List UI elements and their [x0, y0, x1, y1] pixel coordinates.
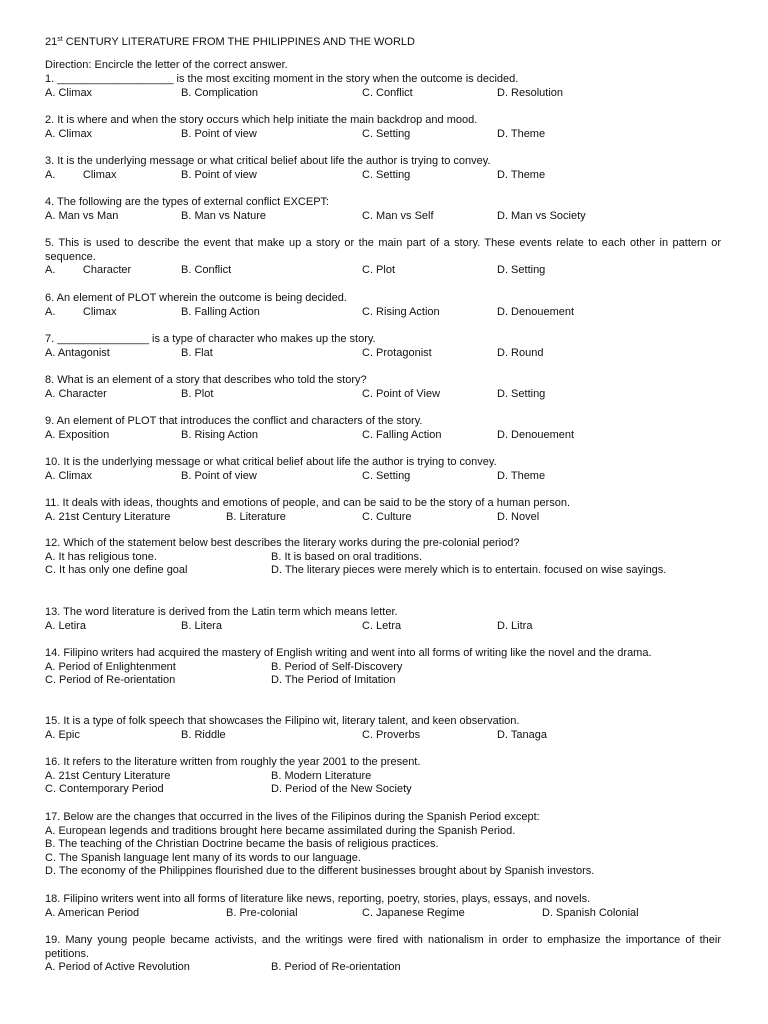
option-row — [45, 169, 721, 183]
option-b[interactable]: B. Point of view — [181, 168, 257, 181]
question-11 — [45, 497, 721, 524]
option-b[interactable]: B. Point of view — [181, 127, 257, 140]
option-a[interactable]: A. Character — [45, 264, 132, 277]
option-row — [45, 128, 721, 142]
option-a[interactable]: A. American Period — [45, 906, 140, 919]
question-text: 15. It is a type of folk speech that showcases the Filipino wit, literary talent, and keen observation. — [45, 715, 520, 727]
option-a[interactable]: A. Letira — [45, 619, 86, 632]
option-a[interactable]: A. Man vs Man — [45, 209, 119, 222]
option-b[interactable]: B. Man vs Nature — [181, 209, 266, 222]
option-b[interactable]: B. Point of view — [181, 469, 257, 482]
question-16 — [45, 756, 721, 797]
question-text: 12. Which of the statement below best describes the literary works during the pre-colonial period? — [45, 537, 520, 549]
question-6 — [45, 292, 721, 319]
question-text: 8. What is an element of a story that describes who told the story? — [45, 374, 367, 386]
option-row — [45, 674, 721, 688]
option-a[interactable]: A. Period of Enlightenment — [45, 660, 176, 673]
option-c[interactable]: C. Rising Action — [362, 305, 440, 318]
option-b[interactable]: B. Rising Action — [181, 428, 259, 441]
title-text: CENTURY LITERATURE FROM THE PHILIPPINES AND THE WORLD — [62, 36, 415, 48]
option-row — [45, 661, 721, 675]
option-d[interactable]: D. Period of the New Society — [271, 783, 412, 796]
option-row — [45, 551, 721, 565]
option-a[interactable]: A. Climax — [45, 168, 117, 181]
question-10 — [45, 456, 721, 483]
option-b[interactable]: B. Literature — [226, 510, 286, 523]
option-c[interactable]: C. It has only one define goal — [45, 564, 188, 577]
option-d[interactable]: D. Denouement — [497, 428, 575, 441]
question-text: 3. It is the underlying message or what critical belief about life the author is trying to convey. — [45, 155, 491, 167]
option-d[interactable]: D. Denouement — [497, 305, 575, 318]
option-d[interactable]: D. The Period of Imitation — [271, 674, 396, 687]
option-row — [45, 729, 721, 743]
question-text: 17. Below are the changes that occurred in the lives of the Filipinos during the Spanish Period except: — [45, 811, 540, 823]
option-c[interactable]: C. Setting — [362, 127, 411, 140]
option-d[interactable]: D. The literary pieces were merely which is to entertain. focused on wise sayings. — [271, 564, 667, 577]
option-d[interactable]: D. Spanish Colonial — [542, 906, 639, 919]
question-19 — [45, 934, 721, 975]
option-row — [45, 264, 721, 278]
option-a[interactable]: A. Character — [45, 387, 107, 400]
title-prefix: 21 — [45, 36, 58, 48]
option-c[interactable]: C. Culture — [362, 510, 412, 523]
option-d[interactable]: D. Theme — [497, 127, 546, 140]
option-c[interactable]: C. The Spanish language lent many of its words to our language. — [45, 851, 361, 864]
option-a[interactable]: A. Exposition — [45, 428, 110, 441]
option-b[interactable]: B. The teaching of the Christian Doctrine became the basis of religious practices. — [45, 838, 439, 851]
option-c[interactable]: C. Conflict — [362, 86, 413, 99]
option-d[interactable]: D. Theme — [497, 168, 546, 181]
option-d[interactable]: D. Man vs Society — [497, 209, 586, 222]
question-text: 9. An element of PLOT that introduces the conflict and characters of the story. — [45, 415, 423, 427]
direction-text: Direction: Encircle the letter of the correct answer. — [45, 59, 288, 71]
title-superscript: st — [57, 36, 63, 43]
option-c[interactable]: C. Falling Action — [362, 428, 442, 441]
option-c[interactable]: C. Point of View — [362, 387, 441, 400]
option-a[interactable]: A. Climax — [45, 127, 93, 140]
option-d[interactable]: D. Novel — [497, 510, 540, 523]
option-row — [45, 564, 721, 578]
option-d[interactable]: D. Tanaga — [497, 728, 547, 741]
question-5 — [45, 237, 721, 278]
option-d[interactable]: D. Theme — [497, 469, 546, 482]
option-a[interactable]: A. 21st Century Literature — [45, 510, 171, 523]
option-b[interactable]: B. Complication — [181, 86, 259, 99]
option-row — [45, 87, 721, 101]
question-9 — [45, 415, 721, 442]
option-b[interactable]: B. Period of Re-orientation — [271, 961, 401, 974]
option-row — [45, 470, 721, 484]
option-a[interactable]: A. Climax — [45, 305, 117, 318]
option-d[interactable]: D. Setting — [497, 264, 546, 277]
option-line — [45, 852, 721, 866]
question-text: 1. ___________________ is the most exciting moment in the story when the outcome is decided. — [45, 73, 519, 85]
option-d[interactable]: D. Setting — [497, 387, 546, 400]
question-text: 18. Filipino writers went into all forms of literature like news, reporting, poetry, stories, plays, essays, and novels. — [45, 893, 591, 905]
question-2 — [45, 114, 721, 141]
option-c[interactable]: C. Protagonist — [362, 346, 432, 359]
question-text: 6. An element of PLOT wherein the outcome is being decided. — [45, 292, 347, 304]
option-b[interactable]: B. Plot — [181, 387, 214, 400]
question-15 — [45, 715, 721, 742]
option-a[interactable]: A. Epic — [45, 728, 80, 741]
option-a[interactable]: A. Climax — [45, 86, 93, 99]
option-b[interactable]: B. Period of Self-Discovery — [271, 660, 403, 673]
option-row — [45, 961, 721, 975]
option-row — [45, 783, 721, 797]
option-d[interactable]: D. Litra — [497, 619, 533, 632]
question-text: 14. Filipino writers had acquired the mastery of English writing and went into all forms of writing like the novel and the drama. — [45, 647, 652, 659]
question-7 — [45, 333, 721, 360]
option-c[interactable]: C. Period of Re-orientation — [45, 674, 176, 687]
option-line — [45, 865, 721, 879]
question-1 — [45, 73, 721, 100]
option-b[interactable]: B. Flat — [181, 346, 213, 359]
option-c[interactable]: C. Setting — [362, 469, 411, 482]
option-d[interactable]: D. Round — [497, 346, 544, 359]
option-c[interactable]: C. Plot — [362, 264, 396, 277]
question-text: 11. It deals with ideas, thoughts and emotions of people, and can be said to be the story of a human person. — [45, 497, 571, 509]
question-14 — [45, 647, 721, 688]
question-text: 5. This is used to describe the event that make up a story or the main part of a story. These events relate to each other in pattern or sequence. — [45, 237, 721, 263]
option-line — [45, 825, 721, 839]
question-text: 16. It refers to the literature written from roughly the year 2001 to the present. — [45, 756, 421, 768]
question-3 — [45, 155, 721, 182]
question-text: 7. _______________ is a type of character who makes up the story. — [45, 333, 376, 345]
option-a[interactable]: A. 21st Century Literature — [45, 769, 171, 782]
option-d[interactable]: D. The economy of the Philippines flourished due to the different businesses brought about by Spanish investors. — [45, 865, 595, 878]
option-c[interactable]: C. Proverbs — [362, 728, 421, 741]
option-a[interactable]: A. Period of Active Revolution — [45, 961, 190, 974]
question-13 — [45, 606, 721, 633]
option-b[interactable]: B. Conflict — [181, 264, 232, 277]
option-b[interactable]: B. It is based on oral traditions. — [271, 550, 423, 563]
question-18 — [45, 893, 721, 920]
option-b[interactable]: B. Falling Action — [181, 305, 260, 318]
option-b[interactable]: B. Litera — [181, 619, 222, 632]
option-a[interactable]: A. European legends and traditions brought here became assimilated during the Spanish Period. — [45, 824, 516, 837]
option-c[interactable]: C. Letra — [362, 619, 402, 632]
option-row — [45, 347, 721, 361]
question-17 — [45, 811, 721, 879]
question-text: 10. It is the underlying message or what critical belief about life the author is trying to convey. — [45, 456, 497, 468]
question-12 — [45, 537, 721, 578]
question-text: 13. The word literature is derived from the Latin term which means letter. — [45, 606, 398, 618]
option-b[interactable]: B. Riddle — [181, 728, 226, 741]
option-row — [45, 306, 721, 320]
question-text: 2. It is where and when the story occurs which help initiate the main backdrop and mood. — [45, 114, 478, 126]
page-title — [45, 36, 415, 50]
option-b[interactable]: B. Pre-colonial — [226, 906, 298, 919]
option-a[interactable]: A. It has religious tone. — [45, 550, 157, 563]
question-8 — [45, 374, 721, 401]
option-row — [45, 429, 721, 443]
option-a[interactable]: A. Antagonist — [45, 346, 110, 359]
option-line — [45, 838, 721, 852]
option-b[interactable]: B. Modern Literature — [271, 769, 372, 782]
option-c[interactable]: C. Setting — [362, 168, 411, 181]
question-text: 19. Many young people became activists, and the writings were fired with nationalism in order to emphasize the importance of their petitions. — [45, 934, 721, 960]
option-a[interactable]: A. Climax — [45, 469, 93, 482]
option-row — [45, 388, 721, 402]
option-row — [45, 620, 721, 634]
option-row — [45, 210, 721, 224]
option-c[interactable]: C. Contemporary Period — [45, 783, 164, 796]
question-4 — [45, 196, 721, 223]
option-row — [45, 511, 721, 525]
option-row — [45, 907, 721, 921]
option-d[interactable]: D. Resolution — [497, 86, 564, 99]
option-c[interactable]: C. Japanese Regime — [362, 906, 465, 919]
option-row — [45, 770, 721, 784]
question-text: 4. The following are the types of external conflict EXCEPT: — [45, 196, 330, 208]
option-c[interactable]: C. Man vs Self — [362, 209, 434, 222]
